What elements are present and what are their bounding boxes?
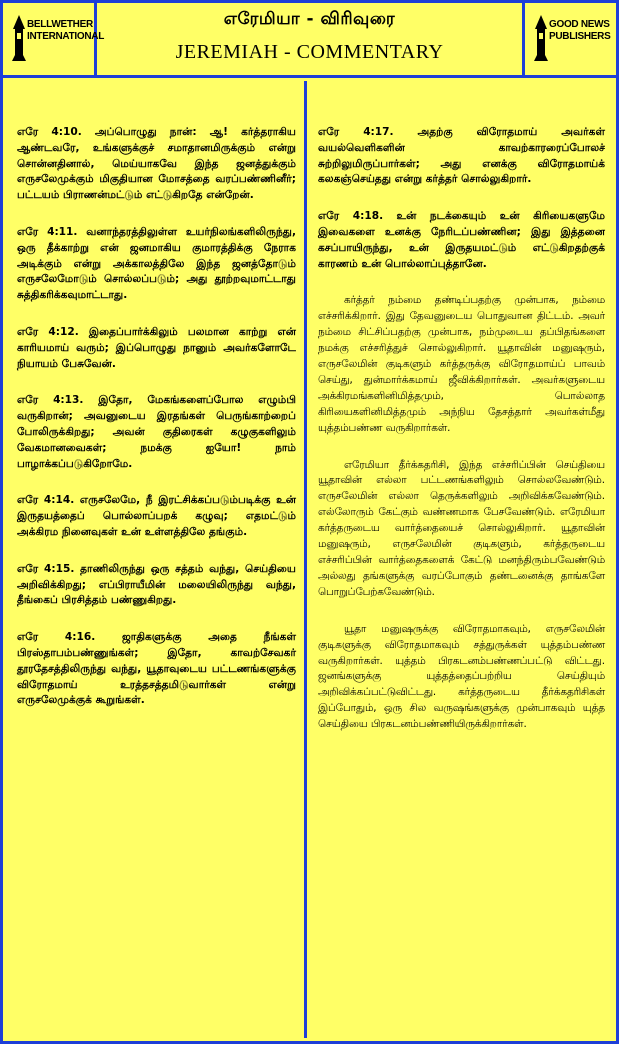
page-title-english: JEREMIAH - COMMENTARY (175, 41, 444, 63)
good-news-logo (522, 3, 616, 75)
commentary-paragraph: எரேமியா தீர்க்கதரிசி, இந்த எச்சரிப்பின் செய்தியை யூதாவின் எல்லா பட்டணங்களிலும் சொல்லவேண்டும். எருசலேமின் எல்லா தெருக்களிலும் அறிவிக்கவேண்டும். எல்லோரும் கேட்கும் வண்ணமாக பேசவேண்டும். எரேமியா கர்த்தருடைய வார்த்தையைச் சொல்லுகிறார். யூதாவின் மனுஷரும், எருசலேமின் குடிகளும், கர்த்தருடைய எச்சரிப்பின் வார்த்தைகளைக் கேட்டு மனந்திரும்பவேண்டும் அல்லது தங்களுக்கு வரப்போகும் தண்டனைக்கு தாங்களே பொறுப்பேற்கவேண்டும். (318, 458, 605, 598)
verse-4-12: எரே 4:12. இதைப்பார்க்கிலும் பலமான காற்று என் காரியமாய் வரும்; இப்பொழுது நானும் அவர்களோடே நியாயம் பேசுவேன். (17, 325, 296, 370)
bell-tower-icon (11, 15, 27, 61)
verse-4-15: எரே 4:15. தாணிலிருந்து ஒரு சத்தம் வந்து, செய்தியை அறிவிக்கிறது; எப்பிராயீமின் மலையிலிருந்து வந்து, தீங்கைப் பிரசித்தம் பண்ணுகிறது. (17, 562, 296, 607)
verse-4-16: எரே 4:16. ஜாதிகளுக்கு அதை நீங்கள் பிரஸ்தாபம்பண்ணுங்கள்; இதோ, காவற்சேவகர் தூரதேசத்திலிருந்து வந்து, யூதாவுடைய பட்டணங்களுக்கு விரோதமாய் உரத்தசத்தமிடுவார்கள் என்று எருசலேமுக்குக் கூறுங்கள். (17, 631, 296, 707)
verse-4-18: எரே 4:18. உன் நடக்கையும் உன் கிரியைகளுமே இவைகளை உனக்கு நேரிடப்பண்ணின; இது இத்தனை கசப்பாயிருந்து, உன் இருதயமட்டும் எட்டுகிறதற்குக் காரணம் உன் பொல்லாப்புத்தானே. (318, 210, 605, 270)
verse-4-13: எரே 4:13. இதோ, மேகங்களைப்போல எழும்பி வருகிறான்; அவனுடைய இரதங்கள் பெருங்காற்றைப் போலிருக்கிறது; அவன் குதிரைகள் கழுகுகளிலும் வேகமானவைகள்; நமக்கு ஐயோ! நாம் பாழாக்கப்படுகிறோமே. (17, 394, 296, 470)
bellwether-logo-text (27, 19, 105, 43)
right-column (310, 81, 613, 1038)
left-column (9, 81, 307, 1038)
logo-line: INTERNATIONAL (27, 31, 105, 42)
logo-line: GOOD NEWS (549, 19, 610, 30)
logo-line: PUBLISHERS (549, 31, 611, 42)
verse-4-11: எரே 4:11. வனாந்தரத்திலுள்ள உயர்நிலங்களிலிருந்து, ஒரு தீக்காற்று என் ஜனமாகிய குமாரத்திக்கு நேராக அடிக்கும் என்று அக்காலத்திலே இந்த ஜனத்தோடும் எருசலேமோடும் சொல்லப்படும்; அது தூற்றவுமாட்டாது சுத்திகரிக்கவுமாட்டாது. (17, 225, 296, 302)
good-news-logo-text (549, 19, 615, 43)
verse-4-10: எரே 4:10. அப்பொழுது நான்: ஆ! கர்த்தராகிய ஆண்டவரே, உங்களுக்குச் சமாதானமிருக்கும் என்று சொன்னதினால், மெய்யாகவே இந்த ஜனத்துக்கும் எருசலேமுக்கும் மிகுதியான மோசத்தை வரப்பண்ணினீர்; பட்டயம் பிராணன்மட்டும் எட்டுகிறதே என்றேன். (17, 126, 296, 202)
bellwether-logo (3, 3, 105, 75)
bell-tower-icon (533, 15, 549, 61)
page-title-tamil: எரேமியா - விரிவுரை (223, 9, 396, 29)
verse-4-17: எரே 4:17. அதற்கு விரோதமாய் அவர்கள் வயல்வெளிகளின் காவற்காரரைப்போலச் சுற்றிலுமிருப்பார்கள்; அது எனக்கு விரோதமாய்க் கலகஞ்செய்தது என்று கர்த்தர் சொல்லுகிறார். (318, 126, 605, 186)
logo-line: BELLWETHER (27, 19, 93, 30)
commentary-paragraph: யூதா மனுஷருக்கு விரோதமாகவும், எருசலேமின் குடிகளுக்கு விரோதமாகவும் சத்துருக்கள் யுத்தம்பண்ண வருகிறார்கள். யுத்தம் பிரகடனம்பண்ணப்பட்டு விட்டது. ஜனங்களுக்கு யுத்தத்தைப்பற்றிய செய்தியும் அறிவிக்கப்பட்டுவிட்டது. கர்த்தருடைய தீர்க்கதரிசிகள் இப்போதும், ஒரு சில வருஷங்களுக்கு முன்பாகவும் யுத்த செய்தியை பிரகடனம்பண்ணியிருக்கிறார்கள். (318, 622, 605, 731)
commentary-paragraph: கர்த்தர் நம்மை தண்டிப்பதற்கு முன்பாக, நம்மை எச்சரிக்கிறார். இது தேவனுடைய பொதுவான திட்டம். அவர் நம்மை சிட்சிப்பதற்கு முன்பாக, நம்முடைய தப்பிதங்களை நமக்கு எச்சரித்துச் சொல்லுகிறார். யூதாவின் மனுஷரும், எருசலேமின் குடிகளும் கர்த்தருக்கு விரோதமாய்ப் பாவம் செய்து, துன்மார்க்கமாய் ஜீவிக்கிறார்கள். அவர்களுடைய அக்கிரமங்களினிமித்தமும், பொல்லாத கிரியைகளினிமித்தமும் அந்நிய தேசத்தார் அவர்கள்மீது யுத்தம்பண்ண வருகிறார்கள். (318, 294, 605, 434)
header (3, 3, 616, 78)
verse-4-14: எரே 4:14. எருசலேமே, நீ இரட்சிக்கப்படும்படிக்கு உன் இருதயத்தைப் பொல்லாப்பறக் கழுவு; எதமட்டும் அக்கிரம நினைவுகள் உன் உள்ளத்திலே தங்கும். (17, 494, 296, 538)
